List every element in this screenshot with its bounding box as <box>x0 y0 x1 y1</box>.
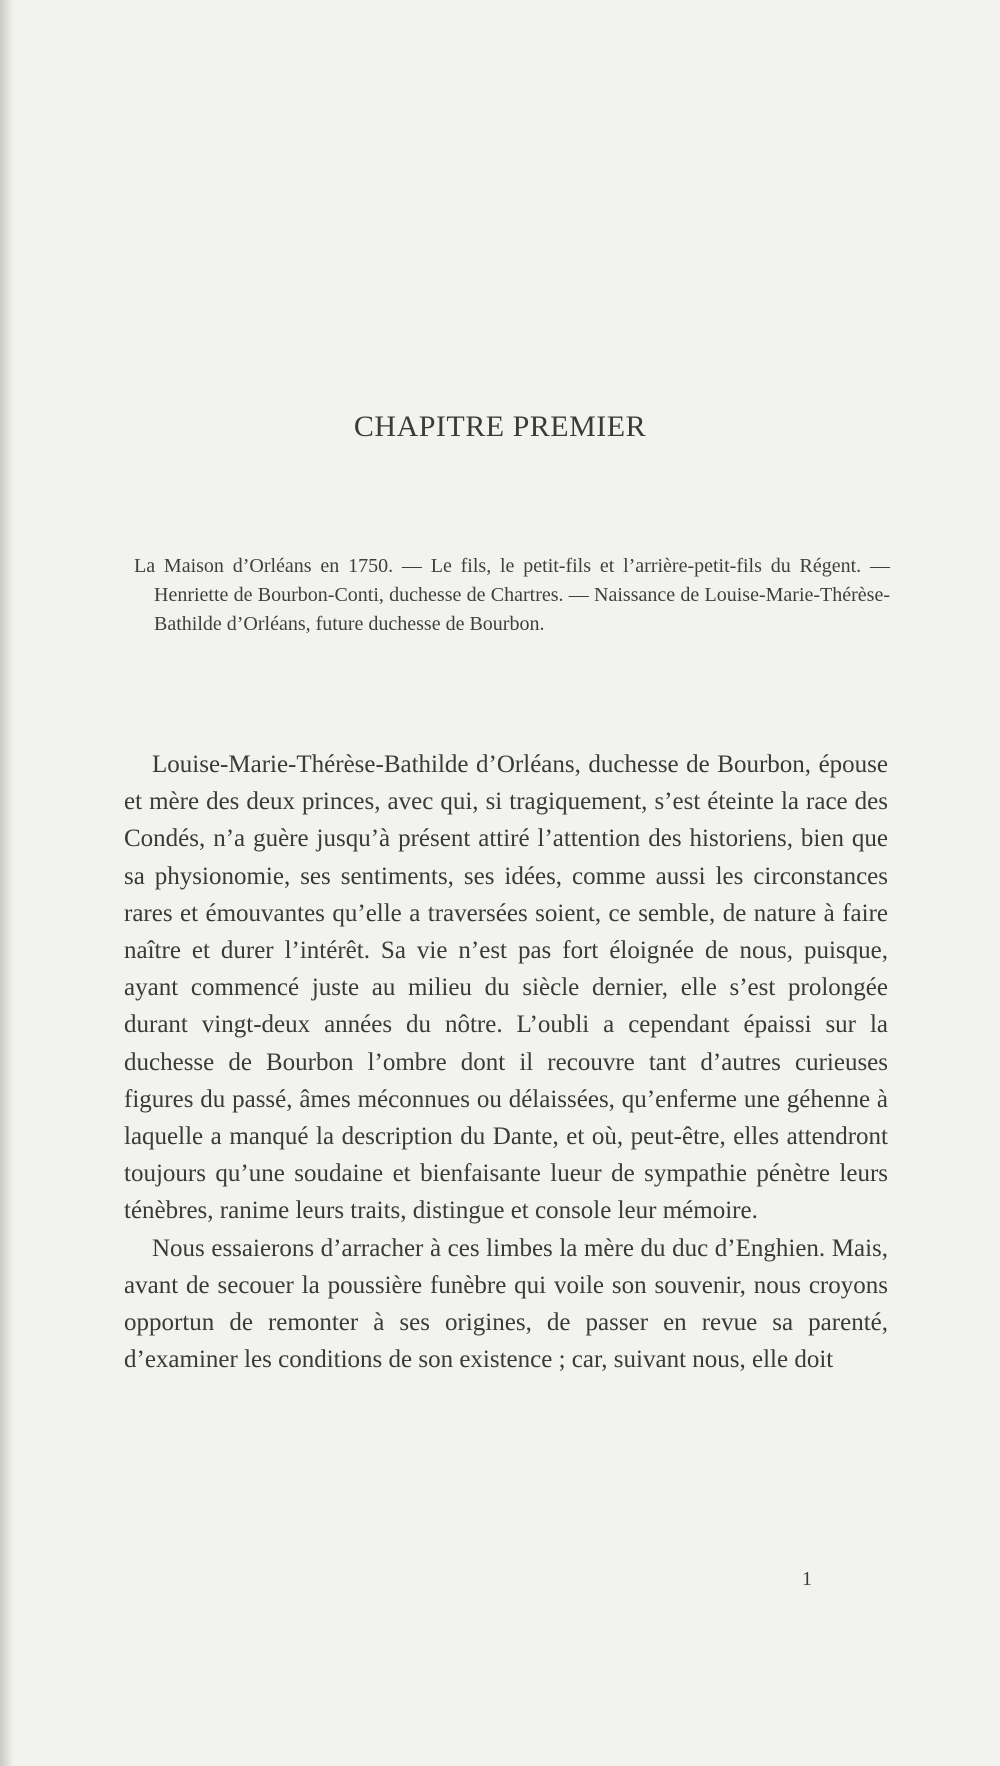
show-through-texture <box>110 150 910 557</box>
page-spine-shadow <box>0 0 14 1766</box>
chapter-title: CHAPITRE PREMIER <box>353 410 647 443</box>
body-paragraph-2: Nous essaierons d’arracher à ces limbes la mère du duc d’Enghien. Mais, avant de secouer la poussière funèbre qui voile son souvenir, nous croyons opportun de remonter à ses origines, de passer en revue sa parenté, d’examiner les conditions de son existence ; car, suivant nous, elle doit <box>124 1234 888 1374</box>
body-paragraph-1: Louise-Marie-Thérèse-Bathilde d’Orléans, duchesse de Bourbon, épouse et mère des deux princes, avec qui, si tragiquement, s’est éteinte la race des Condés, n’a guère jusqu’à présent attiré l’attention des historiens, bien que sa physionomie, ses sentiments, ses idées, comme aussi les circonstances rares et émouvantes qu’elle a traversées soient, ce semble, de nature à faire naître et durer l’intérêt. Sa vie n’est pas fort éloignée de nous, puisque, ayant commencé juste au milieu du siècle dernier, elle s’est prolongée durant vingt-deux années du nôtre. L’oubli a cependant épaissi sur la duchesse de Bourbon l’ombre dont il recouvre tant d’autres curieuses figures du passé, âmes méconnues ou délaissées, qu’enferme une géhenne à laquelle a manqué la description du Dante, et où, peut-être, elles attendront toujours qu’une soudaine et bienfaisante lueur de sympathie pénètre leurs ténèbres, ranime leurs traits, distingue et console leur mémoire. <box>124 751 888 1225</box>
body-text <box>124 746 888 1378</box>
chapter-summary-text: La Maison d’Orléans en 1750. — Le fils, le petit-fils et l’arrière-petit-fils du Régent. — Henriette de Bourbon-Conti, duchesse de Chartres. — Naissance de Louise-Marie-Thérèse-Bathilde d’Orléans, future duchesse de Bourbon. <box>134 555 890 635</box>
page-number: 1 <box>802 1568 812 1590</box>
chapter-summary <box>134 552 890 639</box>
